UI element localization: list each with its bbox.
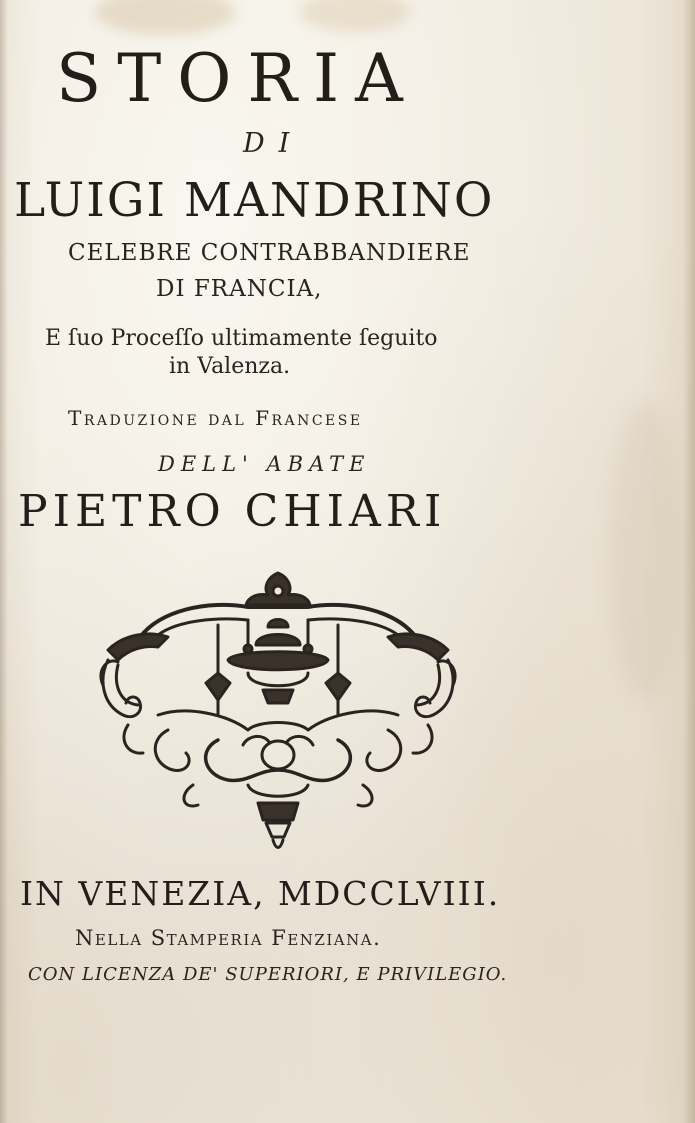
process-place: in Valenza. xyxy=(169,354,291,379)
page-gutter-shadow xyxy=(0,0,8,1123)
author-name: PIETRO CHIARI xyxy=(18,486,447,537)
page-edge-shadow xyxy=(683,0,695,1123)
baroque-urn-ornament-icon xyxy=(98,565,458,855)
license-note: CON LICENZA DE' SUPERIORI, E PRIVILEGIO. xyxy=(28,964,508,985)
process-line: E ſuo Proceſſo ultimamente ſeguito xyxy=(45,326,438,351)
printer-name: Nella Stamperia Fenziana. xyxy=(75,926,382,950)
translator-title: DELL' ABATE xyxy=(158,452,371,476)
book-title: STORIA xyxy=(56,40,419,117)
imprint-place-date: IN VENEZIA, MDCCLVIII. xyxy=(20,874,501,913)
paper-stain xyxy=(95,0,235,35)
translation-note: Traduzione dal Francese xyxy=(68,406,363,430)
paper-stain xyxy=(610,400,680,700)
subject-origin: DI FRANCIA, xyxy=(156,276,323,302)
subject-name: LUIGI MANDRINO xyxy=(14,173,495,228)
title-connector: DI xyxy=(243,128,304,159)
paper-stain xyxy=(300,0,410,32)
subject-description: CELEBRE CONTRABBANDIERE xyxy=(68,240,471,266)
